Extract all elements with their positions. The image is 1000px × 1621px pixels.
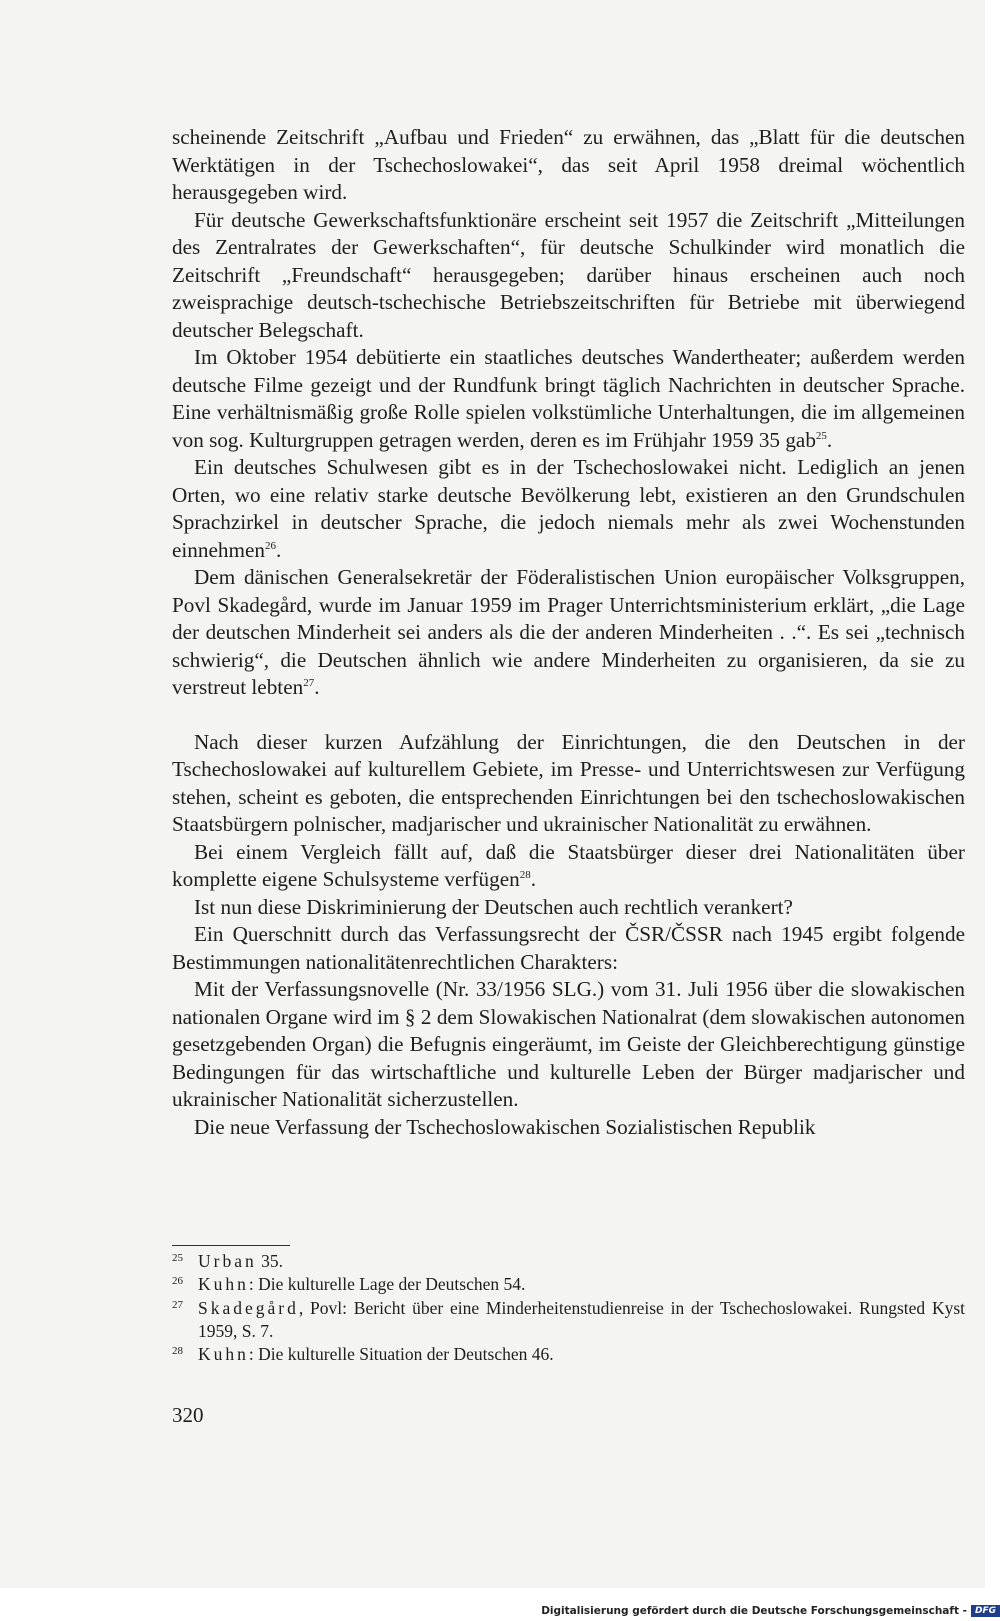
footer-text: Digitalisierung gefördert durch die Deutsche Forschungsgemeinschaft - bbox=[541, 1605, 967, 1617]
paragraph-text: Bei einem Vergleich fällt auf, daß die Staatsbürger dieser drei Nationalitäten über komplette eigene Schulsysteme verfügen bbox=[172, 839, 965, 891]
footnote-number: 26 bbox=[172, 1275, 183, 1288]
footnote-text: 35. bbox=[256, 1251, 283, 1271]
paragraph-text: Ist nun diese Diskriminierung der Deutschen auch rechtlich verankert? bbox=[194, 894, 793, 919]
paragraph-text-end: . bbox=[314, 675, 320, 699]
paragraph-text-end: . bbox=[530, 867, 537, 891]
footnote-text: : Die kulturelle Situation der Deutschen 46. bbox=[248, 1344, 554, 1365]
paragraph bbox=[172, 729, 965, 839]
body-text bbox=[172, 124, 965, 1141]
paragraph bbox=[172, 894, 965, 922]
paragraph bbox=[172, 344, 965, 454]
paragraph-text: Ein Querschnitt durch das Verfassungsrecht der ČSR/ČSSR nach 1945 ergibt folgende Bestimmungen nationalitätenrechtlichen Charakters: bbox=[172, 922, 965, 974]
paragraph bbox=[172, 1114, 965, 1142]
paragraph-text-end: . bbox=[826, 427, 833, 452]
paragraph-text: Nach dieser kurzen Aufzählung der Einrichtungen, die den Deutschen in der Tschechoslowakei auf kulturellem Gebiete, im Presse- und Unterrichtswesen zur Verfügung stehen, scheint es geboten, die entsprechenden Einrichtungen bei den tschechoslowakischen Staatsbürgern polnischer, madjarischer und ukrainischer Nationalität zu erwähnen. bbox=[172, 729, 965, 836]
paragraph-text: scheinende Zeitschrift „Aufbau und Frieden“ zu erwähnen, das „Blatt für die deutschen Werktätigen in der Tschechoslowakei“, das seit April 1958 dreimal wöchentlich herausgegeben wird. bbox=[172, 125, 965, 204]
footnote bbox=[172, 1343, 965, 1366]
footnote-body bbox=[198, 1343, 965, 1366]
paragraph bbox=[172, 124, 965, 207]
footnote-author: Kuhn bbox=[198, 1274, 249, 1295]
footnote-body bbox=[198, 1250, 965, 1273]
paragraph bbox=[172, 921, 965, 976]
digitization-footer bbox=[541, 1605, 1000, 1617]
footnote-author: Kuhn bbox=[198, 1344, 249, 1365]
paragraph bbox=[172, 564, 965, 702]
paragraph bbox=[172, 839, 965, 894]
page-number: 320 bbox=[172, 1403, 204, 1427]
footnote-body bbox=[198, 1273, 965, 1296]
footnote-ref: 28 bbox=[519, 869, 531, 881]
footnote-ref: 27 bbox=[303, 677, 315, 689]
paragraph-text: Dem dänischen Generalsekretär der Föderalistischen Union europäischer Volksgruppen, Povl Skadegård, wurde im Januar 1959 im Prager Unterrichtsministerium erklärt, „die Lage der deutschen Minderheit sei anders als die der anderen Minderheiten . .“. Es sei „technisch schwierig“, die Deutschen ähnlich wie andere Minderheiten zu organisieren, da sie zu verstreut lebten bbox=[172, 565, 965, 699]
footnote-divider bbox=[172, 1245, 290, 1246]
footnote-ref: 25 bbox=[815, 429, 827, 442]
footnote-text: , Povl: Bericht über eine Minderheitenstudienreise in der Tschechoslowakei. Rungsted Kyst 1959, S. 7. bbox=[198, 1297, 965, 1341]
footnote bbox=[172, 1250, 965, 1273]
paragraph-text: Ein deutsches Schulwesen gibt es in der Tschechoslowakei nicht. Lediglich an jenen Orten, wo eine relativ starke deutsche Bevölkerung lebt, existieren an den Grundschulen Sprachzirkel in deutscher Sprache, die jedoch niemals mehr als zwei Wochenstunden einnehmen bbox=[172, 455, 965, 562]
footnote-number: 28 bbox=[172, 1345, 183, 1358]
footnote bbox=[172, 1297, 965, 1344]
footnote-ref: 26 bbox=[264, 539, 276, 552]
dfg-logo: DFG bbox=[971, 1605, 1000, 1617]
paragraph bbox=[172, 976, 965, 1114]
paragraph bbox=[172, 454, 965, 564]
paragraph bbox=[172, 207, 965, 345]
footnote-number: 25 bbox=[172, 1252, 183, 1264]
paragraph-text: Für deutsche Gewerkschaftsfunktionäre erscheint seit 1957 die Zeitschrift „Mitteilungen des Zentralrates der Gewerkschaften“, für deutsche Schulkinder wird monatlich die Zeitschrift „Freundschaft“ herausgegeben; darüber hinaus erscheinen auch noch zweisprachige deutsch-tschechische Betriebszeitschriften für Betriebe mit überwiegend deutscher Belegschaft. bbox=[172, 207, 965, 342]
paragraph-text-end: . bbox=[275, 537, 282, 562]
paragraph-text: Die neue Verfassung der Tschechoslowakischen Sozialistischen Republik bbox=[194, 1114, 816, 1139]
footnote-author: Urban bbox=[198, 1251, 257, 1271]
footnote-author: Skadegård bbox=[198, 1297, 299, 1318]
footnotes bbox=[172, 1250, 965, 1366]
paragraph-text: Mit der Verfassungsnovelle (Nr. 33/1956 SLG.) vom 31. Juli 1956 über die slowakischen nationalen Organe wird im § 2 dem Slowakischen Nationalrat (dem slowakischen autonomen gesetzgebenden Organ) die Befugnis eingeräumt, im Geiste der Gleichberechtigung günstige Bedingungen für das wirtschaftliche und kulturelle Leben der Bürger madjarischer und ukrainischer Nationalität sicherzustellen. bbox=[172, 977, 965, 1111]
footnote-text: : Die kulturelle Lage der Deutschen 54. bbox=[248, 1274, 526, 1295]
paragraph-text: Im Oktober 1954 debütierte ein staatliches deutsches Wandertheater; außerdem werden deutsche Filme gezeigt und der Rundfunk bringt täglich Nachrichten in deutscher Sprache. Eine verhältnismäßig große Rolle spielen volkstümliche Unterhaltungen, die im allgemeinen von sog. Kulturgruppen getragen werden, deren es im Frühjahr 1959 35 gab bbox=[172, 345, 965, 452]
footnote bbox=[172, 1273, 965, 1296]
footnote-number: 27 bbox=[172, 1298, 183, 1311]
footnote-body bbox=[198, 1297, 965, 1344]
